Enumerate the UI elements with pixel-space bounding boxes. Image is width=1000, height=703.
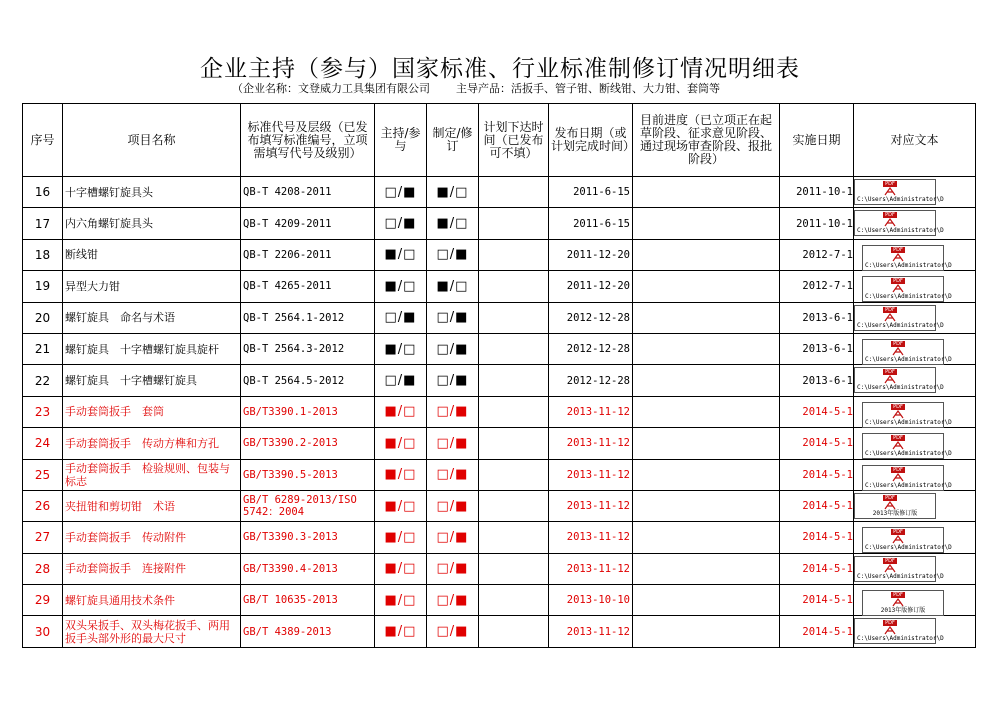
table-row <box>23 585 976 616</box>
row-pub-date: 2013-11-12 <box>549 490 633 521</box>
header-code: 标准代号及层级（已发布填写标准编号，立项需填写代号及级别） <box>241 104 375 177</box>
standards-table <box>22 103 976 648</box>
attachment-caption: C:\Users\Administrator\D <box>865 293 952 301</box>
pdf-attachment-icon[interactable] <box>854 493 936 519</box>
row-pub-date: 2011-6-15 <box>549 208 633 239</box>
row-name: 螺钉旋具 十字槽螺钉旋具旋杆 <box>63 333 241 364</box>
table-row <box>23 177 976 208</box>
row-type: ■/□ <box>427 271 479 302</box>
row-type: □/■ <box>427 302 479 333</box>
row-pub-date: 2012-12-28 <box>549 302 633 333</box>
row-seq: 30 <box>23 616 63 647</box>
header-progress: 目前进度（已立项正在起草阶段、征求意见阶段、通过现场审查阶段、报批阶段） <box>633 104 780 177</box>
row-pub-date: 2013-11-12 <box>549 522 633 553</box>
row-doc <box>854 585 976 616</box>
row-planned <box>479 490 549 521</box>
row-seq: 21 <box>23 333 63 364</box>
row-doc <box>854 616 976 647</box>
row-name: 手动套筒扳手 连接附件 <box>63 553 241 584</box>
row-progress <box>633 365 780 396</box>
row-name: 夹扭钳和剪切钳 术语 <box>63 490 241 521</box>
table-row <box>23 522 976 553</box>
row-planned <box>479 396 549 427</box>
row-seq: 26 <box>23 490 63 521</box>
row-type: □/■ <box>427 428 479 459</box>
row-code: GB/T 10635-2013 <box>241 585 375 616</box>
row-impl-date: 2014-5-1 <box>780 459 854 490</box>
table-row <box>23 302 976 333</box>
row-code: GB/T 6289-2013/ISO 5742：2004 <box>241 490 375 521</box>
row-seq: 27 <box>23 522 63 553</box>
row-pub-date: 2011-12-20 <box>549 271 633 302</box>
row-pub-date: 2013-11-12 <box>549 396 633 427</box>
acrobat-icon <box>892 347 904 356</box>
row-code: QB-T 2206-2011 <box>241 239 375 270</box>
row-pub-date: 2011-6-15 <box>549 177 633 208</box>
row-seq: 20 <box>23 302 63 333</box>
row-doc <box>854 428 976 459</box>
row-role: ■/□ <box>375 333 427 364</box>
pdf-badge: PDF <box>883 558 897 564</box>
header-seq: 序号 <box>23 104 63 177</box>
row-planned <box>479 585 549 616</box>
row-role: □/■ <box>375 302 427 333</box>
row-seq: 17 <box>23 208 63 239</box>
row-planned <box>479 271 549 302</box>
acrobat-icon <box>884 313 896 322</box>
row-role: ■/□ <box>375 522 427 553</box>
table-row <box>23 553 976 584</box>
row-progress <box>633 271 780 302</box>
row-doc <box>854 239 976 270</box>
row-pub-date: 2013-11-12 <box>549 553 633 584</box>
row-planned <box>479 459 549 490</box>
acrobat-icon <box>884 501 896 510</box>
row-seq: 25 <box>23 459 63 490</box>
pdf-badge: PDF <box>883 620 897 626</box>
table-row <box>23 239 976 270</box>
attachment-caption: C:\Users\Administrator\D <box>865 450 952 458</box>
row-role: ■/□ <box>375 271 427 302</box>
row-name: 断线钳 <box>63 239 241 270</box>
pdf-badge: PDF <box>891 278 905 284</box>
row-name: 异型大力钳 <box>63 271 241 302</box>
pdf-attachment-icon[interactable] <box>854 210 944 236</box>
row-type: □/■ <box>427 239 479 270</box>
row-name: 手动套筒扳手 传动方榫和方孔 <box>63 428 241 459</box>
row-planned <box>479 522 549 553</box>
row-seq: 16 <box>23 177 63 208</box>
attachment-caption: C:\Users\Administrator\D <box>857 572 944 580</box>
acrobat-icon <box>884 187 896 196</box>
row-planned <box>479 616 549 647</box>
row-pub-date: 2013-11-12 <box>549 459 633 490</box>
row-name: 螺钉旋具 命名与术语 <box>63 302 241 333</box>
row-progress <box>633 177 780 208</box>
pdf-badge: PDF <box>891 467 905 473</box>
row-doc <box>854 271 976 302</box>
header-type: 制定/修订 <box>427 104 479 177</box>
row-seq: 23 <box>23 396 63 427</box>
row-pub-date: 2012-12-28 <box>549 333 633 364</box>
row-code: QB-T 4209-2011 <box>241 208 375 239</box>
row-code: GB/T3390.4-2013 <box>241 553 375 584</box>
acrobat-icon <box>892 410 904 419</box>
acrobat-icon <box>892 284 904 293</box>
pdf-badge: PDF <box>891 529 905 535</box>
pdf-badge: PDF <box>891 592 905 598</box>
header-impl: 实施日期 <box>780 104 854 177</box>
attachment-caption: C:\Users\Administrator\D <box>865 418 952 426</box>
pdf-attachment-icon[interactable] <box>862 590 944 616</box>
row-impl-date: 2011-10-1 <box>780 208 854 239</box>
attachment-caption: C:\Users\Administrator\D <box>865 481 952 489</box>
row-type: □/■ <box>427 365 479 396</box>
pdf-attachment-icon[interactable] <box>854 556 944 582</box>
row-doc <box>854 333 976 364</box>
acrobat-icon <box>884 564 896 573</box>
attachment-caption: C:\Users\Administrator\D <box>857 321 944 329</box>
row-pub-date: 2013-11-12 <box>549 428 633 459</box>
row-role: ■/□ <box>375 490 427 521</box>
row-doc <box>854 459 976 490</box>
row-impl-date: 2014-5-1 <box>780 616 854 647</box>
row-pub-date: 2013-11-12 <box>549 616 633 647</box>
row-name: 螺钉旋具通用技术条件 <box>63 585 241 616</box>
header-doc: 对应文本 <box>854 104 976 177</box>
row-seq: 28 <box>23 553 63 584</box>
row-code: GB/T3390.2-2013 <box>241 428 375 459</box>
row-impl-date: 2014-5-1 <box>780 490 854 521</box>
row-doc <box>854 490 976 521</box>
table-row <box>23 271 976 302</box>
table-row <box>23 428 976 459</box>
pdf-badge: PDF <box>891 247 905 253</box>
table-row <box>23 459 976 490</box>
table-row <box>23 396 976 427</box>
row-code: GB/T 4389-2013 <box>241 616 375 647</box>
attachment-caption: C:\Users\Administrator\D <box>857 384 944 392</box>
attachment-caption: 2013年版修订版 <box>872 509 918 517</box>
row-role: ■/□ <box>375 239 427 270</box>
table-row <box>23 616 976 647</box>
pdf-badge: PDF <box>891 404 905 410</box>
acrobat-icon <box>892 473 904 482</box>
acrobat-icon <box>892 253 904 262</box>
row-planned <box>479 177 549 208</box>
row-impl-date: 2013-6-1 <box>780 302 854 333</box>
row-type: □/■ <box>427 553 479 584</box>
row-type: □/■ <box>427 585 479 616</box>
attachment-caption: C:\Users\Administrator\D <box>857 196 944 203</box>
table-row <box>23 490 976 521</box>
row-role: ■/□ <box>375 616 427 647</box>
pdf-attachment-icon[interactable] <box>862 465 952 491</box>
attachment-caption: C:\Users\Administrator\D <box>857 635 944 643</box>
row-pub-date: 2012-12-28 <box>549 365 633 396</box>
pdf-badge: PDF <box>883 495 897 501</box>
row-role: ■/□ <box>375 553 427 584</box>
row-impl-date: 2012-7-1 <box>780 271 854 302</box>
row-impl-date: 2014-5-1 <box>780 522 854 553</box>
row-code: GB/T3390.5-2013 <box>241 459 375 490</box>
pdf-attachment-icon[interactable] <box>862 402 952 428</box>
row-role: ■/□ <box>375 459 427 490</box>
row-name: 螺钉旋具 十字槽螺钉旋具 <box>63 365 241 396</box>
row-role: □/■ <box>375 365 427 396</box>
row-progress <box>633 553 780 584</box>
row-doc <box>854 302 976 333</box>
pdf-badge: PDF <box>891 435 905 441</box>
header-name: 项目名称 <box>63 104 241 177</box>
row-progress <box>633 585 780 616</box>
row-seq: 22 <box>23 365 63 396</box>
row-type: ■/□ <box>427 177 479 208</box>
row-role: ■/□ <box>375 428 427 459</box>
row-role: □/■ <box>375 177 427 208</box>
company-name: （企业名称：文登威力工具集团有限公司 <box>232 82 430 95</box>
attachment-caption: 2013年版修订版 <box>880 607 926 615</box>
row-planned <box>479 208 549 239</box>
acrobat-icon <box>884 626 896 635</box>
row-impl-date: 2012-7-1 <box>780 239 854 270</box>
row-type: □/■ <box>427 490 479 521</box>
row-doc <box>854 177 976 208</box>
table-row <box>23 208 976 239</box>
pdf-badge: PDF <box>883 181 897 187</box>
row-impl-date: 2014-5-1 <box>780 553 854 584</box>
row-seq: 18 <box>23 239 63 270</box>
row-type: □/■ <box>427 459 479 490</box>
header-planned: 计划下达时间（已发布可不填） <box>479 104 549 177</box>
acrobat-icon <box>892 598 904 607</box>
row-progress <box>633 239 780 270</box>
row-name: 内六角螺钉旋具头 <box>63 208 241 239</box>
pdf-attachment-icon[interactable] <box>854 305 944 331</box>
row-progress <box>633 459 780 490</box>
table-row <box>23 365 976 396</box>
row-pub-date: 2013-10-10 <box>549 585 633 616</box>
row-impl-date: 2013-6-1 <box>780 365 854 396</box>
row-name: 手动套筒扳手 套筒 <box>63 396 241 427</box>
table-row <box>23 333 976 364</box>
row-type: □/■ <box>427 333 479 364</box>
row-type: □/■ <box>427 616 479 647</box>
pdf-attachment-icon[interactable] <box>862 245 952 271</box>
row-type: □/■ <box>427 396 479 427</box>
row-name: 手动套筒扳手 检验规则、包装与标志 <box>63 459 241 490</box>
attachment-caption: C:\Users\Administrator\D <box>857 227 944 235</box>
header-pub: 发布日期（或计划完成时间） <box>549 104 633 177</box>
row-progress <box>633 302 780 333</box>
pdf-attachment-icon[interactable] <box>854 179 944 205</box>
row-doc <box>854 365 976 396</box>
row-type: □/■ <box>427 522 479 553</box>
page-title: 企业主持（参与）国家标准、行业标准制修订情况明细表 <box>200 56 800 82</box>
row-code: QB-T 2564.1-2012 <box>241 302 375 333</box>
row-name: 十字槽螺钉旋具头 <box>63 177 241 208</box>
acrobat-icon <box>892 441 904 450</box>
pdf-badge: PDF <box>883 369 897 375</box>
row-impl-date: 2014-5-1 <box>780 428 854 459</box>
row-name: 双头呆扳手、双头梅花扳手、两用扳手头部外形的最大尺寸 <box>63 616 241 647</box>
acrobat-icon <box>884 375 896 384</box>
row-type: ■/□ <box>427 208 479 239</box>
pdf-badge: PDF <box>891 341 905 347</box>
pdf-attachment-icon[interactable] <box>854 618 944 644</box>
row-role: □/■ <box>375 208 427 239</box>
row-pub-date: 2011-12-20 <box>549 239 633 270</box>
header-row <box>23 104 976 177</box>
row-impl-date: 2013-6-1 <box>780 333 854 364</box>
row-code: QB-T 4208-2011 <box>241 177 375 208</box>
row-code: QB-T 2564.5-2012 <box>241 365 375 396</box>
row-progress <box>633 333 780 364</box>
row-progress <box>633 208 780 239</box>
row-code: GB/T3390.1-2013 <box>241 396 375 427</box>
row-doc <box>854 553 976 584</box>
row-role: ■/□ <box>375 585 427 616</box>
row-progress <box>633 522 780 553</box>
acrobat-icon <box>892 535 904 544</box>
pdf-attachment-icon[interactable] <box>862 276 952 302</box>
row-doc <box>854 208 976 239</box>
row-code: QB-T 2564.3-2012 <box>241 333 375 364</box>
pdf-attachment-icon[interactable] <box>862 527 952 553</box>
subtitle <box>232 80 720 96</box>
row-role: ■/□ <box>375 396 427 427</box>
row-impl-date: 2014-5-1 <box>780 396 854 427</box>
row-planned <box>479 428 549 459</box>
main-products: 主导产品：活扳手、管子钳、断线钳、大力钳、套筒等 <box>456 82 720 95</box>
row-planned <box>479 239 549 270</box>
attachment-caption: C:\Users\Administrator\D <box>865 355 952 363</box>
pdf-badge: PDF <box>883 212 897 218</box>
row-impl-date: 2014-5-1 <box>780 585 854 616</box>
row-seq: 24 <box>23 428 63 459</box>
row-seq: 29 <box>23 585 63 616</box>
row-doc <box>854 396 976 427</box>
row-planned <box>479 365 549 396</box>
row-name: 手动套筒扳手 传动附件 <box>63 522 241 553</box>
row-code: GB/T3390.3-2013 <box>241 522 375 553</box>
row-planned <box>479 553 549 584</box>
row-progress <box>633 396 780 427</box>
attachment-caption: C:\Users\Administrator\D <box>865 261 952 269</box>
row-impl-date: 2011-10-1 <box>780 177 854 208</box>
row-code: QB-T 4265-2011 <box>241 271 375 302</box>
row-progress <box>633 428 780 459</box>
header-role: 主持/参与 <box>375 104 427 177</box>
row-seq: 19 <box>23 271 63 302</box>
row-planned <box>479 333 549 364</box>
pdf-attachment-icon[interactable] <box>862 433 952 459</box>
row-doc <box>854 522 976 553</box>
pdf-badge: PDF <box>883 307 897 313</box>
row-planned <box>479 302 549 333</box>
row-progress <box>633 490 780 521</box>
pdf-attachment-icon[interactable] <box>862 339 952 365</box>
pdf-attachment-icon[interactable] <box>854 367 944 393</box>
attachment-caption: C:\Users\Administrator\D <box>865 544 952 552</box>
row-progress <box>633 616 780 647</box>
acrobat-icon <box>884 218 896 227</box>
